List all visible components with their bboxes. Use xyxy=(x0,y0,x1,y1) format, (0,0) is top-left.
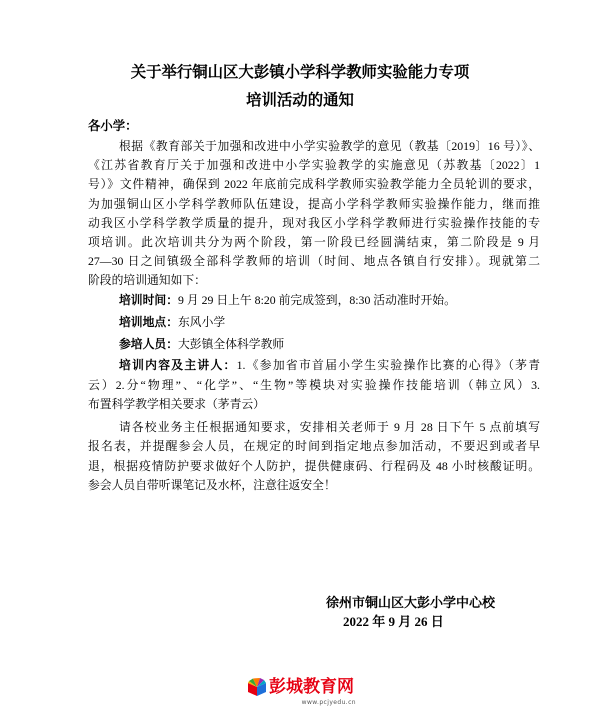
notice-title-line-2: 培训活动的通知 xyxy=(246,92,354,109)
site-watermark-logo xyxy=(246,676,360,708)
salutation: 各小学： xyxy=(88,119,138,133)
paragraph-line: 根据《教育部关于加强和改进中小学实验教学的意见（教基〔2019〕16 号）》、 xyxy=(119,139,540,153)
detail-line: 布置科学教学相关要求（茅青云） xyxy=(88,397,265,412)
paragraph-line: 为加强铜山区小学科学教师队伍建设，提高小学科学教师实验操作能力，继而推 xyxy=(88,196,540,211)
participants-label: 参培人员： xyxy=(119,337,178,351)
training-content-label: 培训内容及主讲人： xyxy=(119,358,237,372)
notice-title-line-1: 关于举行铜山区大彭镇小学科学教师实验能力专项 xyxy=(130,64,470,81)
colorful-open-book-icon xyxy=(246,678,268,698)
participants-row xyxy=(88,334,540,354)
paragraph-line: 请各校业务主任根据通知要求，安排相关老师于 9 月 28 日下午 5 点前填写 xyxy=(119,420,540,434)
paragraph-line: 退，根据疫情防护要求做好个人防护，提供健康码、行程码及 48 小时核酸证明。 xyxy=(88,458,540,473)
training-place-label: 培训地点： xyxy=(119,315,178,329)
site-url-text: www.pcjyedu.cn xyxy=(301,699,356,706)
signature-issuer: 徐州市铜山区大彭小学中心校 xyxy=(326,595,496,610)
training-time-row xyxy=(88,290,540,310)
training-time-label: 培训时间： xyxy=(119,293,178,307)
paragraph-line: 动我区小学科学教学质量的提升，现对我区小学科学教师进行实验操作技能的专 xyxy=(88,215,540,230)
paragraph-line: 27—30 日之间镇级全部科学教师的培训（时间、地点各镇自行安排）。现就第二 xyxy=(88,254,540,269)
paragraph-line: 报名表，并提醒参会人员，在规定的时间到指定地点参加活动，不要迟到或者早 xyxy=(88,439,540,454)
detail-line: 云）2.分“物理”、“化学”、“生物”等模块对实验操作技能培训（韩立风）3. xyxy=(88,377,540,392)
participants-value: 大彭镇全体科学教师 xyxy=(178,337,285,351)
training-content-row xyxy=(88,356,540,415)
paragraph-line: 项培训。此次培训共分为两个阶段，第一阶段已经圆满结束，第二阶段是 9 月 xyxy=(88,234,540,249)
training-time-value: 9 月 29 日上午 8:20 前完成签到，8:30 活动准时开始。 xyxy=(178,293,456,307)
training-place-row xyxy=(88,312,540,332)
training-content-value: 1.《参加省市首届小学生实验操作比赛的心得》（茅青 xyxy=(236,358,540,372)
site-name-text: 彭城教育网 xyxy=(269,677,354,697)
intro-paragraph xyxy=(88,137,540,291)
closing-paragraph xyxy=(88,418,540,496)
paragraph-line: 号）》文件精神，确保到 2022 年底前完成科学教师实验教学能力全员轮训的要求， xyxy=(88,177,540,192)
detail-line xyxy=(88,312,540,332)
paragraph-line: 《江苏省教育厅关于加强和改进中小学实验教学的实施意见（苏教基〔2022〕1 xyxy=(88,158,540,173)
detail-line xyxy=(88,290,540,310)
training-place-value: 东风小学 xyxy=(178,315,226,329)
detail-line xyxy=(88,334,540,354)
paragraph-line: 参会人员自带听课笔记及水杯，注意往返安全！ xyxy=(88,478,336,493)
detail-line xyxy=(88,356,540,376)
paragraph-line: 阶段的培训通知如下： xyxy=(88,273,206,288)
signature-date: 2022 年 9 月 26 日 xyxy=(343,614,444,629)
